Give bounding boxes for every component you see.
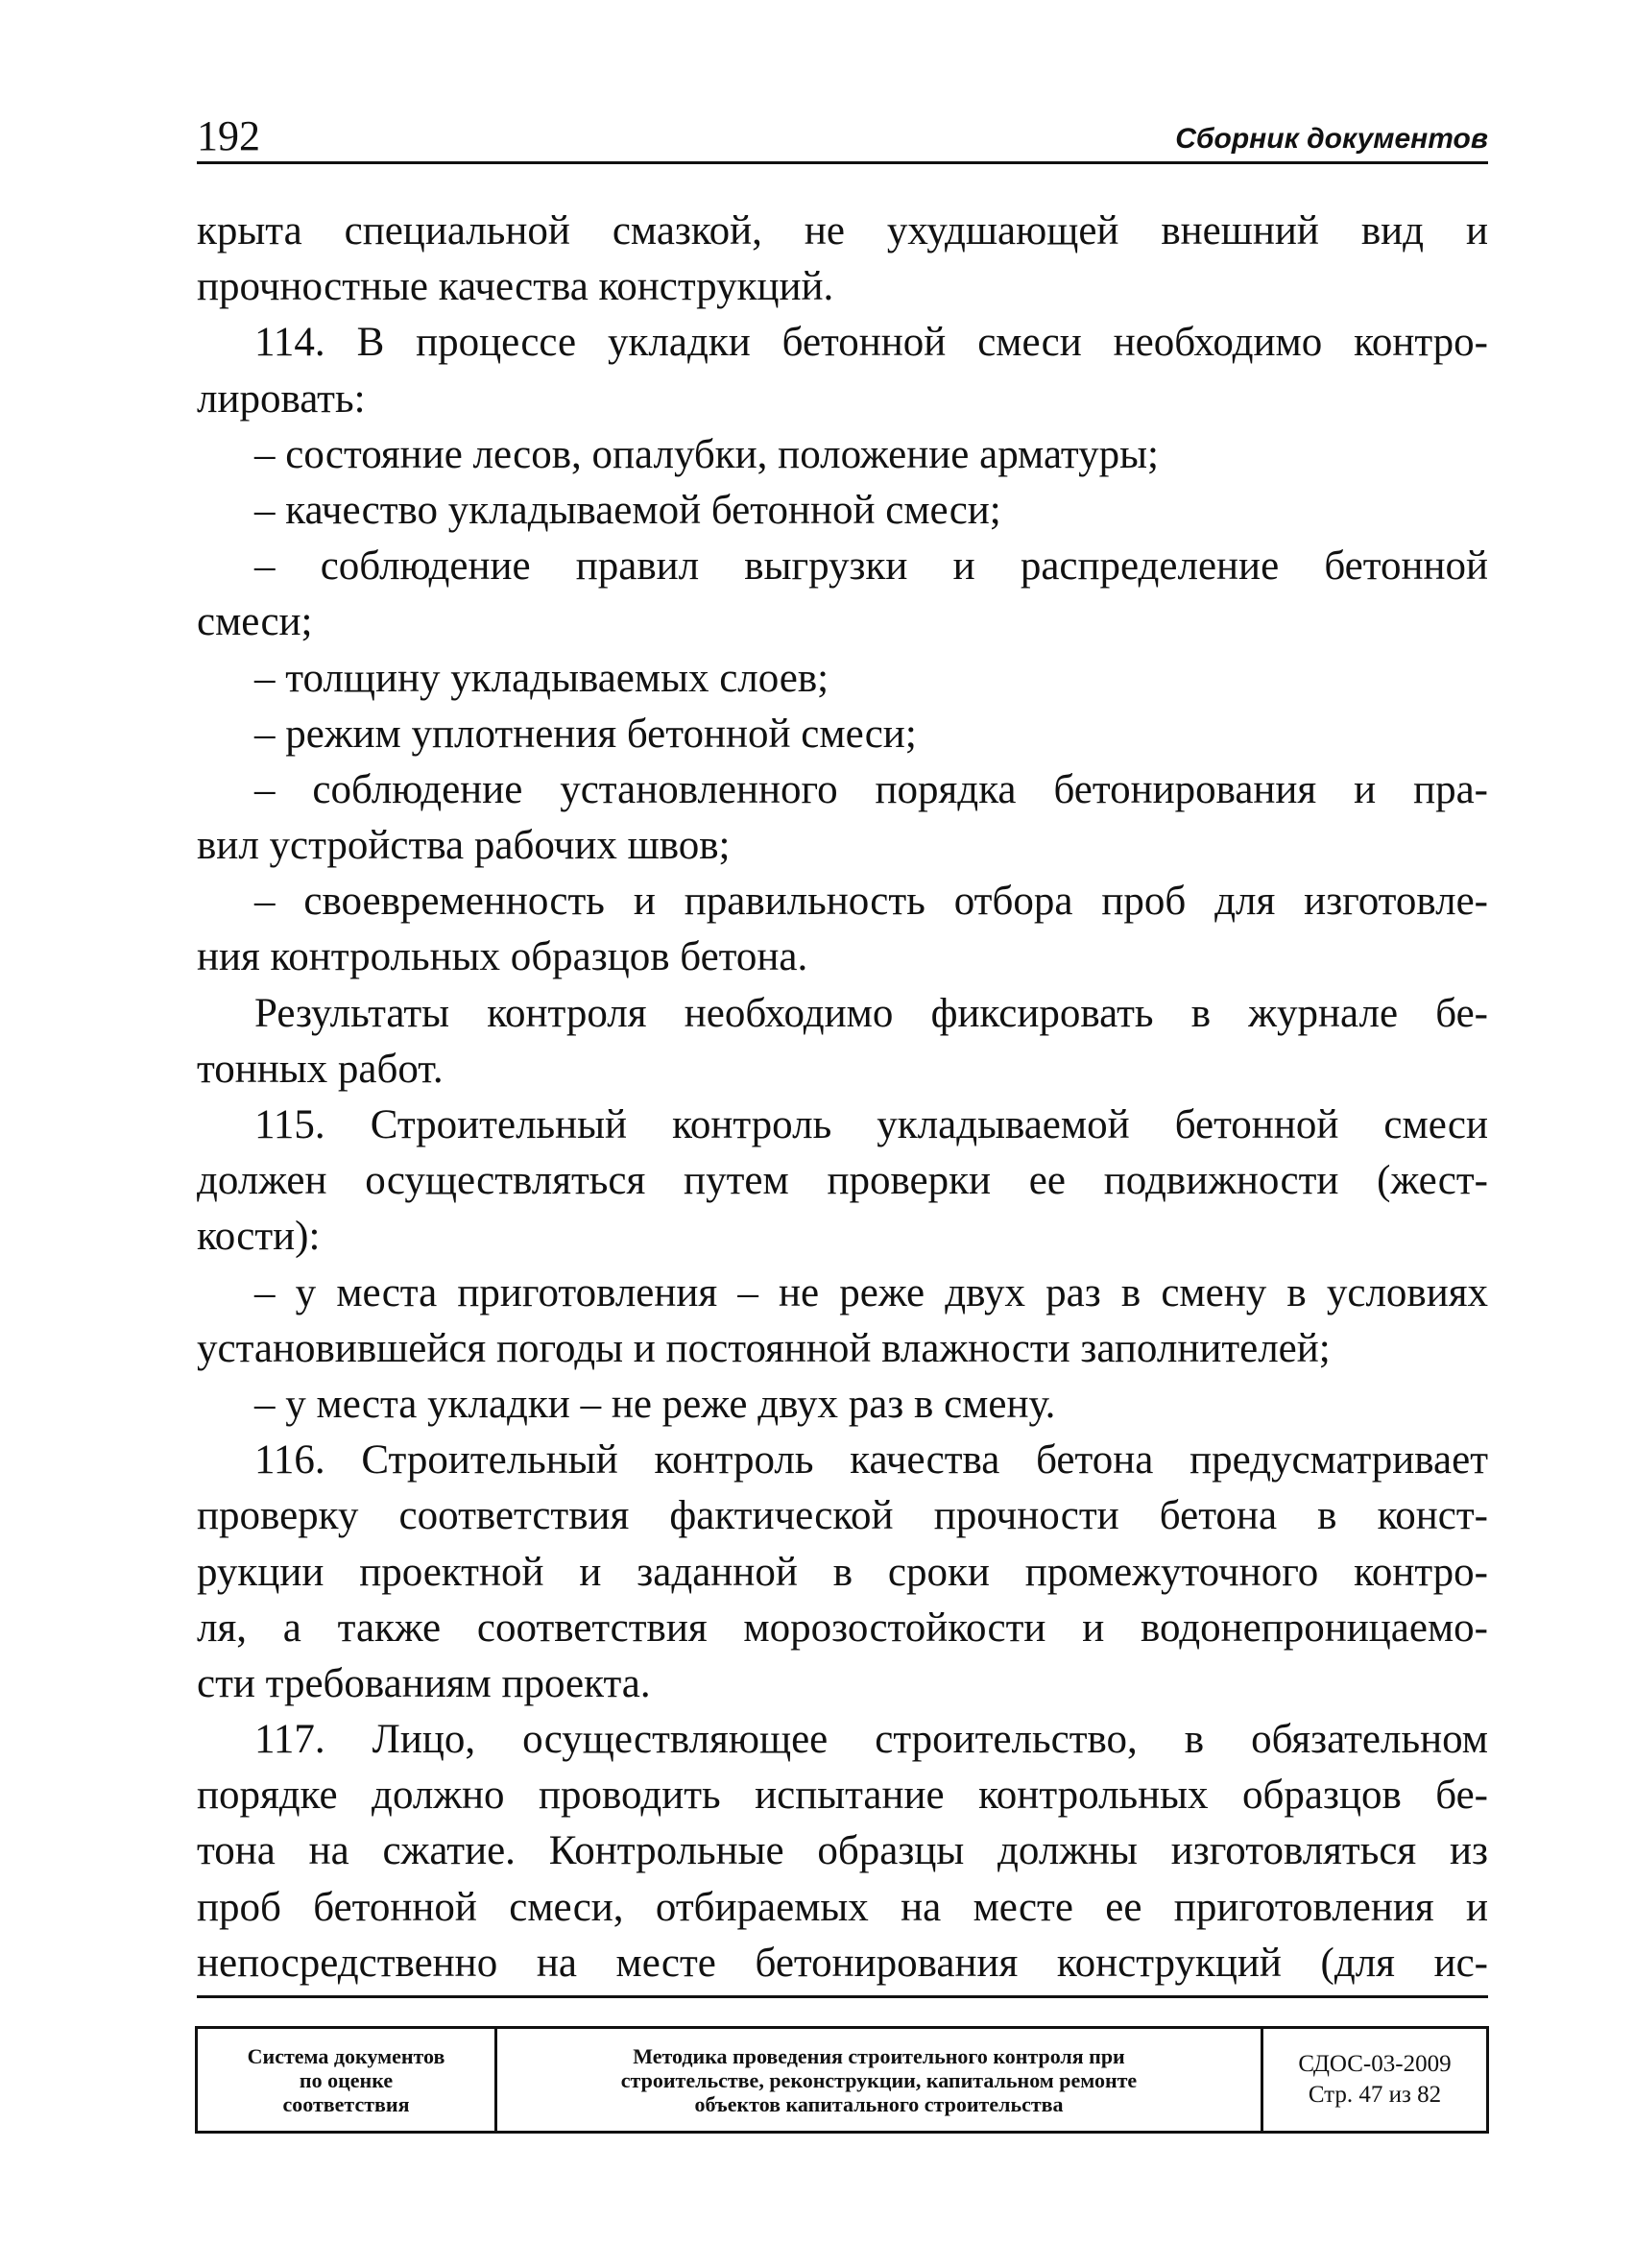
text-line: тонных работ.	[197, 1046, 444, 1092]
text-line: – соблюдение установленного порядка бетонирования и пра-	[254, 766, 1488, 812]
text-line: – состояние лесов, опалубки, положение арматуры;	[254, 431, 1159, 477]
footer-system-cell	[198, 2029, 497, 2131]
text-line: – качество укладываемой бетонной смеси;	[254, 487, 1001, 533]
text-line: кости):	[197, 1214, 321, 1260]
text-line: – у места укладки – не реже двух раз в смену.	[254, 1381, 1056, 1427]
page-header	[197, 106, 1488, 164]
text-line: – толщину укладываемых слоев;	[254, 655, 829, 701]
text-line: проб бетонной смеси, отбираемых на месте ее приготовления и	[197, 1884, 1488, 1930]
footer-line: по оценке	[299, 2067, 394, 2092]
text-line: тона на сжатие. Контрольные образцы должны изготовляться из	[197, 1828, 1488, 1874]
page-number: 192	[197, 112, 260, 159]
footer-line: Стр. 47 из 82	[1308, 2082, 1442, 2108]
text-line: 115. Строительный контроль укладываемой бетонной смеси	[254, 1102, 1488, 1147]
text-line: непосредственно на месте бетонирования конструкций (для ис-	[197, 1940, 1488, 1986]
text-line: 114. В процессе укладки бетонной смеси необходимо контро-	[254, 320, 1488, 366]
text-line: лировать:	[197, 375, 366, 422]
footer-line: строительстве, реконструкции, капитальном ремонте	[620, 2067, 1138, 2092]
footer-line: объектов капитального строительства	[694, 2091, 1064, 2116]
text-line: рукции проектной и заданной в сроки промежуточного контро-	[197, 1549, 1488, 1595]
footer-line: СДОС-03-2009	[1298, 2051, 1452, 2077]
text-line: – соблюдение правил выгрузки и распределение бетонной	[254, 543, 1488, 590]
footer-table	[195, 2026, 1489, 2134]
text-line: – режим уплотнения бетонной смеси;	[254, 711, 917, 757]
running-title: Сборник документов	[1175, 123, 1488, 155]
text-line: 117. Лицо, осуществляющее строительство, в обязательном	[254, 1717, 1488, 1763]
footer-doc-code-cell	[1263, 2029, 1486, 2131]
text-line: смеси;	[197, 599, 313, 645]
text-line: крыта специальной смазкой, не ухудшающей внешний вид и	[197, 208, 1488, 253]
text-line: Результаты контроля необходимо фиксировать в журнале бе-	[254, 990, 1488, 1036]
footer-method-cell	[497, 2029, 1263, 2131]
footer-line: Методика проведения строительного контроля при	[633, 2043, 1125, 2068]
bottom-rule	[197, 1995, 1488, 1998]
text-line: – своевременность и правильность отбора проб для изготовле-	[254, 879, 1488, 925]
text-line: прочностные качества конструкций.	[197, 264, 834, 310]
text-line: вил устройства рабочих швов;	[197, 823, 731, 869]
footer-line: соответствия	[282, 2091, 410, 2116]
text-line: порядке должно проводить испытание контрольных образцов бе-	[197, 1773, 1488, 1819]
text-line: ния контрольных образцов бетона.	[197, 934, 808, 980]
text-line: ля, а также соответствия морозостойкости и водонепроницаемо-	[197, 1604, 1488, 1651]
text-line: – у места приготовления – не реже двух раз в смену в условиях	[254, 1269, 1488, 1315]
text-line: 116. Строительный контроль качества бетона предусматривает	[254, 1437, 1488, 1484]
text-line: сти требованиям проекта.	[197, 1660, 651, 1706]
footer-line: Система документов	[247, 2043, 445, 2068]
body-text	[197, 204, 1488, 1991]
text-line: должен осуществляться путем проверки ее подвижности (жест-	[197, 1158, 1488, 1204]
text-line: проверку соответствия фактической прочности бетона в конст-	[197, 1493, 1488, 1539]
text-line: установившейся погоды и постоянной влажности заполнителей;	[197, 1325, 1331, 1371]
